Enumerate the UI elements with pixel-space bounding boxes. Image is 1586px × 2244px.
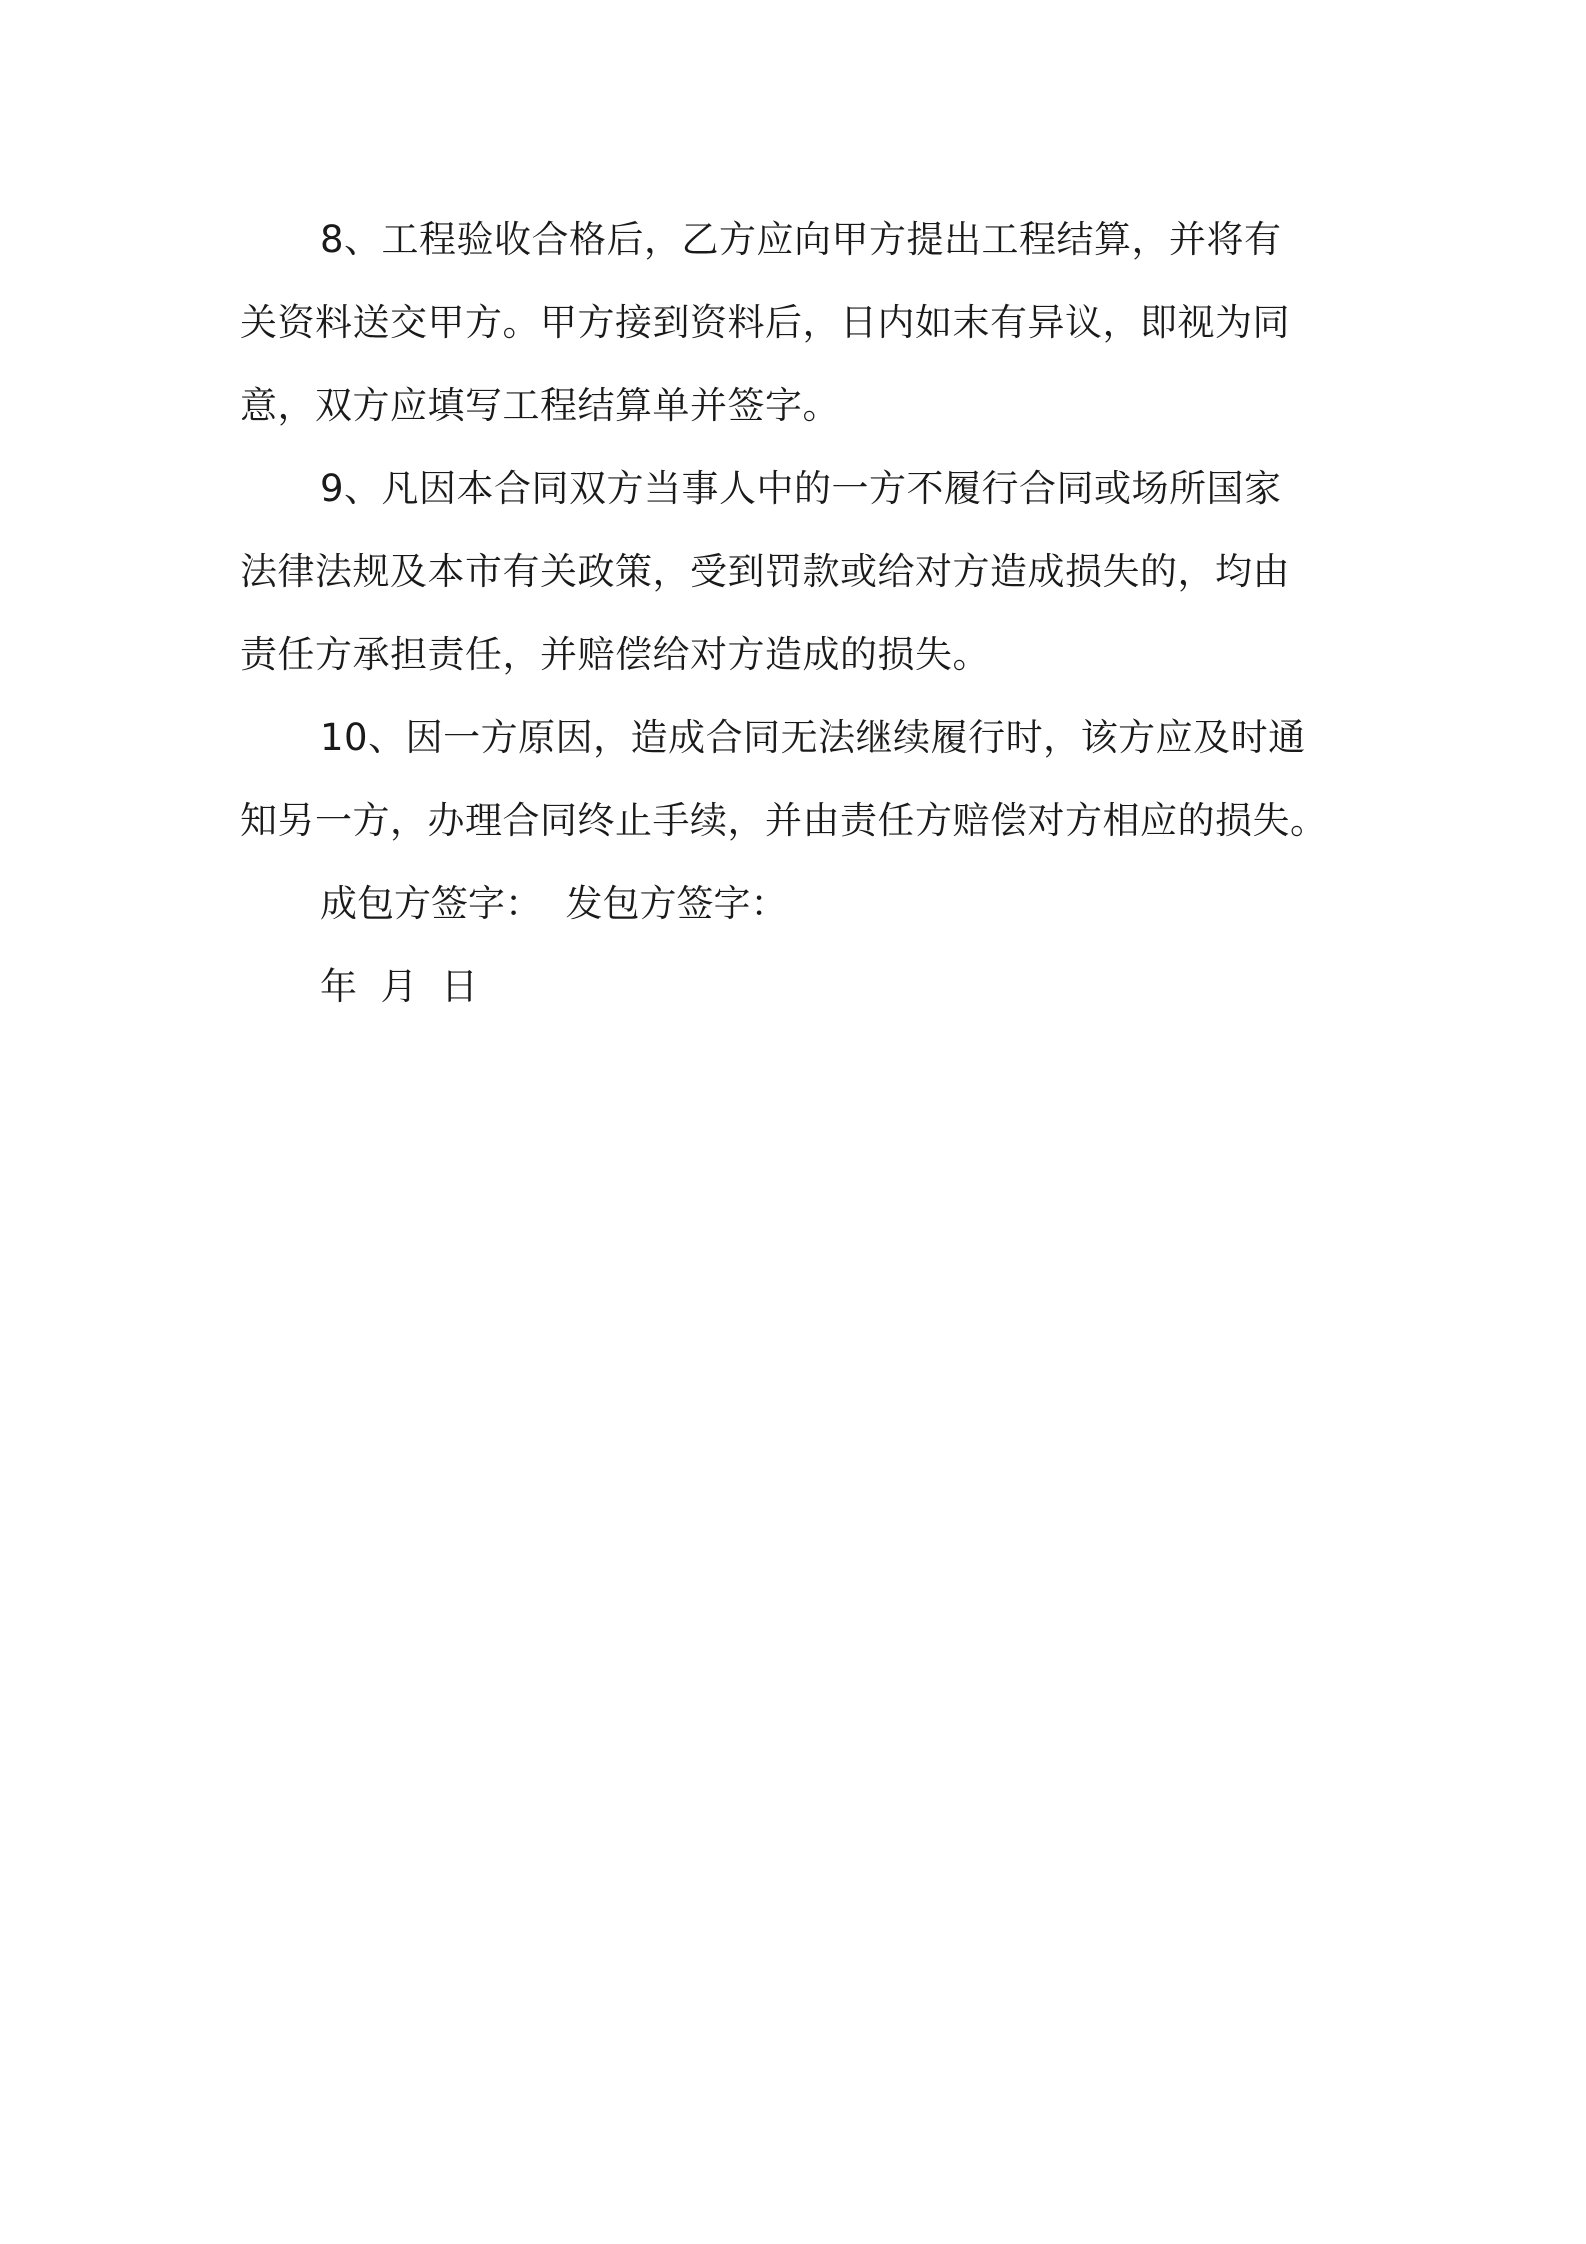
clause-10 bbox=[240, 696, 1356, 862]
clause-9-line-2: 法律法规及本市有关政策，受到罚款或给对方造成损失的，均由 bbox=[240, 550, 1290, 593]
document-body bbox=[240, 198, 1356, 1028]
clause-9-line-3: 责任方承担责任，并赔偿给对方造成的损失。 bbox=[240, 633, 990, 676]
clause-9-line-1: 9、凡因本合同双方当事人中的一方不履行合同或场所国家 bbox=[320, 467, 1282, 510]
clause-10-line-1: 10、因一方原因，造成合同无法继续履行时，该方应及时通 bbox=[320, 716, 1306, 759]
clause-10-line-2: 知另一方，办理合同终止手续，并由责任方赔偿对方相应的损失。 bbox=[240, 799, 1328, 842]
date-line: 年 月 日 bbox=[320, 965, 479, 1008]
clause-8-line-1: 8、工程验收合格后，乙方应向甲方提出工程结算，并将有 bbox=[320, 218, 1282, 261]
clause-8-line-3: 意，双方应填写工程结算单并签字。 bbox=[240, 384, 840, 427]
clause-8-line-2: 关资料送交甲方。甲方接到资料后，日内如末有异议，即视为同 bbox=[240, 301, 1290, 344]
clause-8 bbox=[240, 198, 1356, 447]
signature-line: 成包方签字： 发包方签字： bbox=[320, 882, 788, 925]
clause-9 bbox=[240, 447, 1356, 696]
